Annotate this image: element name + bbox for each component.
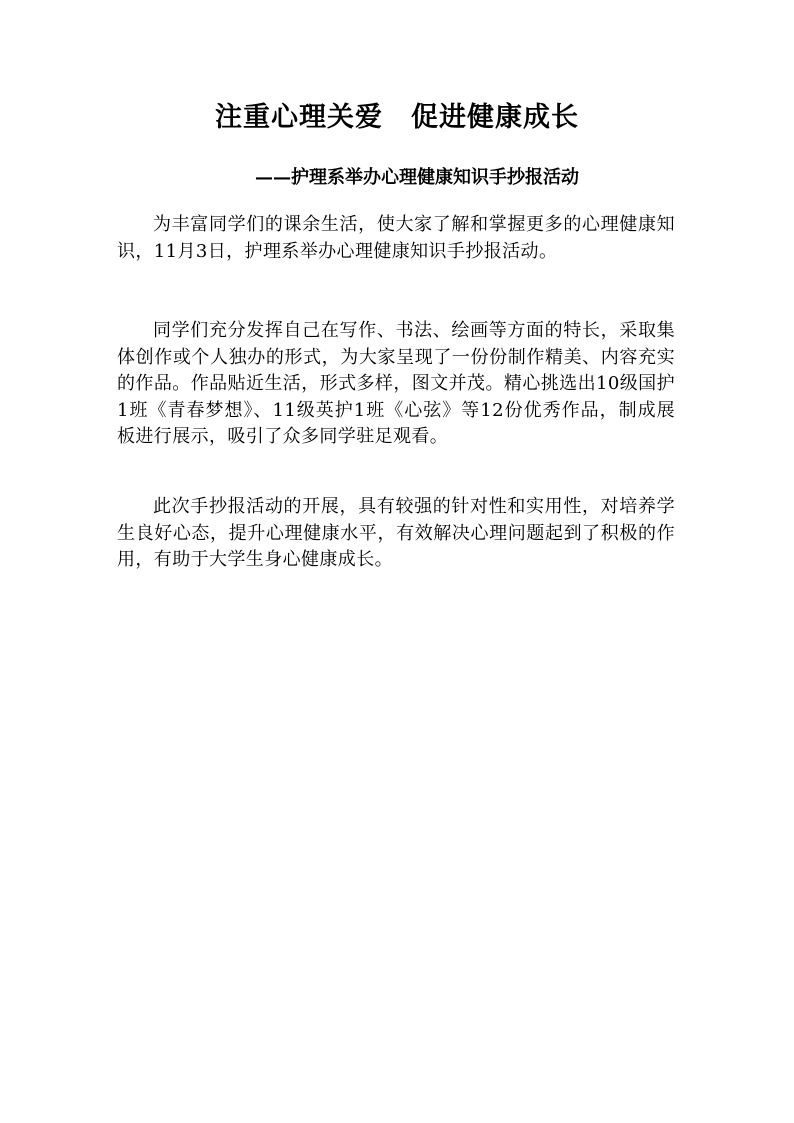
paragraph-activity: 同学们充分发挥自己在写作、书法、绘画等方面的特长，采取集体创作或个人独办的形式，为大家呈现了一份份制作精美、内容充实的作品。作品贴近生活，形式多样，图文并茂。精心挑选出10级国护1班《青春梦想》、11级英护1班《心弦》等12份优秀作品，制成展板进行展示，吸引了众多同学驻足观看。 — [117, 320, 675, 447]
paragraph-intro: 为丰富同学们的课余生活，使大家了解和掌握更多的心理健康知识，11月3日，护理系举办心理健康知识手抄报活动。 — [117, 214, 675, 262]
document-subtitle: ——护理系举办心理健康知识手抄报活动 — [255, 167, 579, 188]
paragraph-conclusion: 此次手抄报活动的开展，具有较强的针对性和实用性，对培养学生良好心态，提升心理健康水平，有效解决心理问题起到了积极的作用，有助于大学生身心健康成长。 — [117, 496, 675, 570]
document-title: 注重心理关爱 促进健康成长 — [215, 102, 579, 133]
